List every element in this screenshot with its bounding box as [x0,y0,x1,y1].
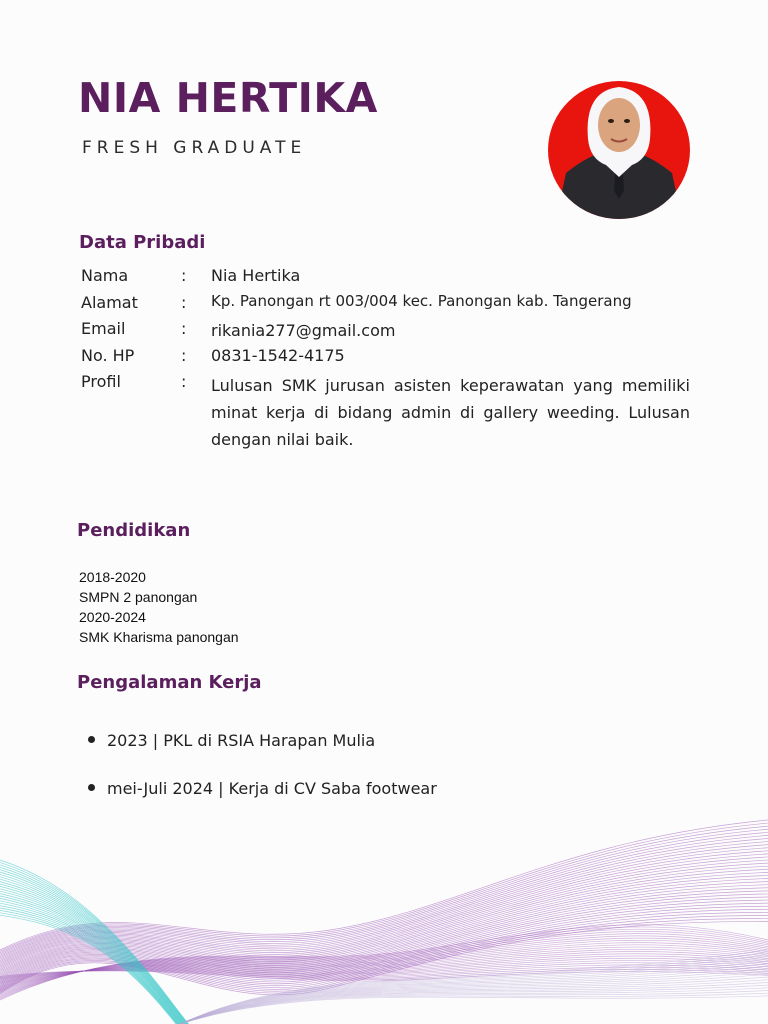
experience-item [88,731,375,750]
profile-label: Profil [81,372,121,391]
email-colon: : [181,319,187,338]
email-value: rikania277@gmail.com [211,321,396,340]
resume-name: NIA HERTIKA [78,74,378,122]
education-line: 2020-2024 [79,609,146,625]
experience-text: mei-Juli 2024 | Kerja di CV Saba footwear [107,779,437,798]
name-value: Nia Hertika [211,266,301,285]
education-line: SMPN 2 panongan [79,589,198,605]
education-line: 2018-2020 [79,569,146,585]
phone-colon: : [181,346,187,365]
name-colon: : [181,266,187,285]
profile-photo [548,81,690,219]
education-list [79,567,239,647]
resume-subtitle: FRESH GRADUATE [82,138,307,158]
personal-data-heading: Data Pribadi [79,232,206,253]
profile-colon: : [181,372,187,391]
phone-value: 0831-1542-4175 [211,346,345,365]
decorative-waves [0,800,768,1024]
bullet-icon [88,784,95,791]
education-heading: Pendidikan [77,520,191,541]
name-label: Nama [81,266,129,285]
phone-label: No. HP [81,346,135,365]
education-line: SMK Kharisma panongan [79,629,239,645]
email-label: Email [81,319,126,338]
bullet-icon [88,736,95,743]
address-value: Kp. Panongan rt 003/004 kec. Panongan kab. Tangerang [211,292,632,310]
experience-text: 2023 | PKL di RSIA Harapan Mulia [107,731,376,750]
address-label: Alamat [81,293,138,312]
experience-item [88,779,437,798]
address-colon: : [181,293,187,312]
experience-heading: Pengalaman Kerja [77,672,262,693]
profile-value: Lulusan SMK jurusan asisten keperawatan yang memiliki minat kerja di bidang admin di gallery weeding. Lulusan dengan nilai baik. [211,376,690,449]
